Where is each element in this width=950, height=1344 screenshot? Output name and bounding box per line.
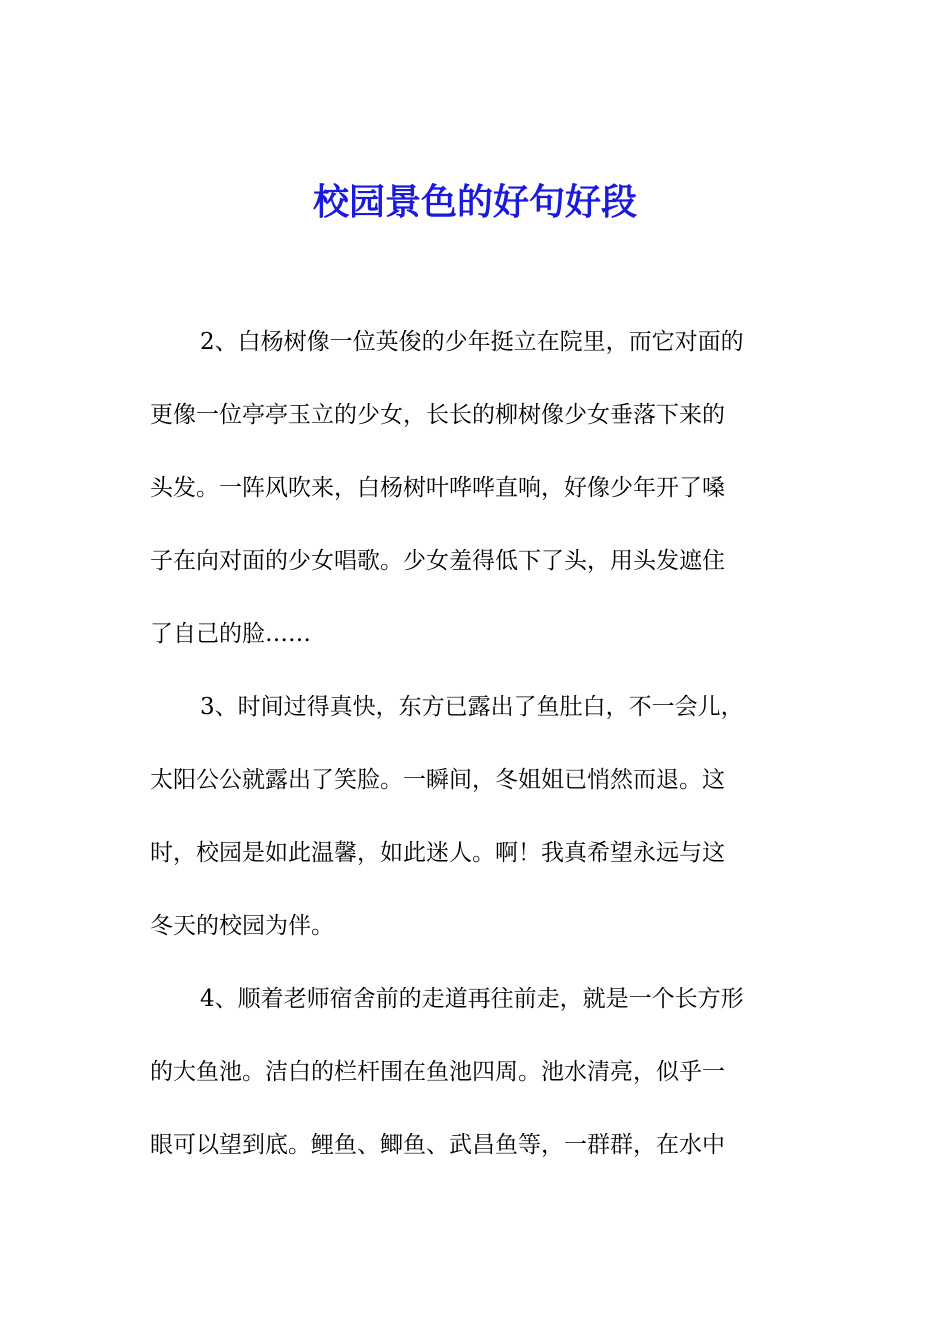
paragraph-line: 更像一位亭亭玉立的少女，长长的柳树像少女垂落下来的	[150, 402, 725, 428]
paragraph-line: 2、白杨树像一位英俊的少年挺立在院里，而它对面的	[200, 329, 744, 355]
paragraph-3	[150, 688, 802, 980]
paragraph-4	[150, 980, 802, 1199]
paragraph-line: 4、顺着老师宿舍前的走道再往前走，就是一个长方形	[200, 986, 744, 1012]
document-body	[150, 323, 802, 1199]
paragraph-line: 太阳公公就露出了笑脸。一瞬间，冬姐姐已悄然而退。这	[150, 767, 725, 793]
paragraph-line: 时，校园是如此温馨，如此迷人。啊！我真希望永远与这	[150, 840, 725, 866]
paragraph-line: 了自己的脸……	[150, 621, 311, 647]
page-title: 校园景色的好句好段	[312, 181, 637, 223]
paragraph-line: 子在向对面的少女唱歌。少女羞得低下了头，用头发遮住	[150, 548, 725, 574]
paragraph-line: 头发。一阵风吹来，白杨树叶哗哗直响，好像少年开了嗓	[150, 475, 725, 501]
paragraph-2	[150, 323, 802, 688]
paragraph-line: 冬天的校园为伴。	[150, 913, 334, 939]
paragraph-line: 3、时间过得真快，东方已露出了鱼肚白，不一会儿，	[200, 694, 744, 720]
paragraph-line: 的大鱼池。洁白的栏杆围在鱼池四周。池水清亮，似乎一	[150, 1059, 725, 1085]
paragraph-line: 眼可以望到底。鲤鱼、鲫鱼、武昌鱼等，一群群，在水中	[150, 1132, 725, 1158]
